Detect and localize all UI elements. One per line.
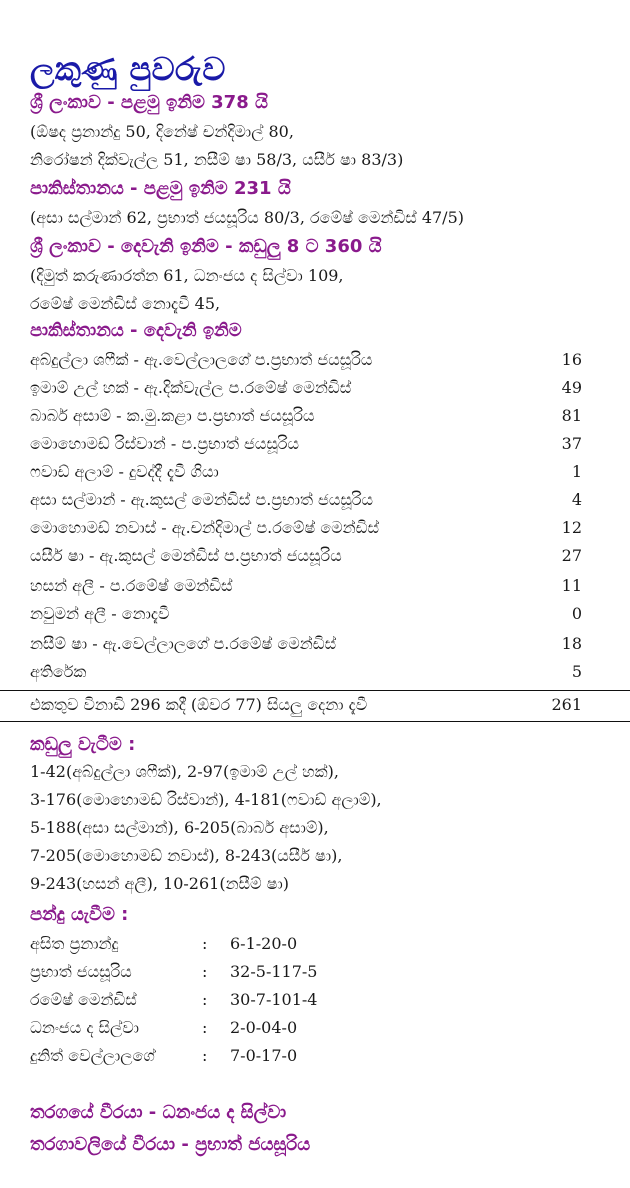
batting-row <box>30 378 582 404</box>
batting-row <box>30 518 582 544</box>
bowling-row <box>30 1018 430 1044</box>
innings1-heading: ශ්‍රී ලංකාව - පළමු ඉනිම 378 යි <box>30 92 268 113</box>
bowler-separator: : <box>202 1046 208 1065</box>
fow-line: 9-243(හසන් අලී), 10-261(නසීම් ෂා) <box>30 874 289 893</box>
bowling-row <box>30 990 430 1016</box>
batsman-runs: 81 <box>561 406 582 425</box>
man-of-series: තරගාවලියේ වීරයා - ප්‍රභාත් ජයසූරිය <box>30 1134 311 1155</box>
bowling-row <box>30 962 430 988</box>
batsman-dismissal: බාබර් අසාම් - ක.මු.කළා ප.ප්‍රභාත් ජයසූරිය <box>30 406 315 425</box>
bowler-figures: 6-1-20-0 <box>230 934 298 953</box>
batting-row <box>30 604 582 630</box>
bowler-figures: 30-7-101-4 <box>230 990 318 1009</box>
bowler-name: අසිත ප්‍රනාන්දු <box>30 934 119 953</box>
batsman-dismissal: අබ්දුල්ලා ශෆීක් - ඇ.වෙල්ලාලගේ ප.ප්‍රභාත් ජයසූරිය <box>30 350 373 369</box>
bowler-name: ධනංජය ද සිල්වා <box>30 1018 140 1037</box>
bowler-name: රමේෂ් මෙන්ඩිස් <box>30 990 137 1009</box>
bowler-name: ප්‍රභාත් ජයසූරිය <box>30 962 132 981</box>
batsman-runs: 1 <box>571 462 582 481</box>
innings2-line: (අසා සල්මාන් 62, ප්‍රභාත් ජයසූරිය 80/3, රමේෂ් මෙන්ඩිස් 47/5) <box>30 208 464 227</box>
extras-row <box>30 662 582 688</box>
batsman-runs: 27 <box>561 546 582 565</box>
batting-row <box>30 350 582 376</box>
batting-row <box>30 490 582 516</box>
total-label: එකතුව විනාඩි 296 කදී (ඕවර 77) සියලු දෙනා දැවී <box>30 695 368 714</box>
bowling-row <box>30 934 430 960</box>
extras-runs: 5 <box>571 662 582 681</box>
batsman-dismissal: නවුමන් අලී - නොදැවී <box>30 604 170 623</box>
innings4-heading: පාකිස්තානය - දෙවැනි ඉනිම <box>30 320 242 341</box>
batting-row <box>30 634 582 660</box>
batsman-runs: 12 <box>561 518 582 537</box>
total-row <box>0 690 630 722</box>
batsman-runs: 16 <box>561 350 582 369</box>
bowler-separator: : <box>202 990 208 1009</box>
fow-line: 5-188(අසා සල්මාන්), 6-205(බාබර් අසාම්), <box>30 818 329 837</box>
bowler-figures: 2-0-04-0 <box>230 1018 298 1037</box>
bowler-figures: 7-0-17-0 <box>230 1046 298 1065</box>
innings3-line: (දිමුත් කරුණාරත්න 61, ධනංජය ද සිල්වා 109, <box>30 266 344 285</box>
batting-row <box>30 434 582 460</box>
batsman-dismissal: ඉමාම් උල් හක් - ඇ.දික්වැල්ල ප.රමේෂ් මෙන්ඩිස් <box>30 378 352 397</box>
innings3-line: රමේෂ් මෙන්ඩිස් නොදැවී 45, <box>30 294 221 313</box>
page-title: ලකුණු පුවරුව <box>30 50 226 88</box>
batsman-dismissal: යසීර් ෂා - ඇ.කුසල් මෙන්ඩිස් ප.ප්‍රභාත් ජයසූරිය <box>30 546 342 565</box>
batsman-runs: 37 <box>561 434 582 453</box>
extras-label: අතිරේක <box>30 662 87 681</box>
batsman-dismissal: අසා සල්මාන් - ඇ.කුසල් මෙන්ඩිස් ප.ප්‍රභාත් ජයසූරිය <box>30 490 374 509</box>
bowler-figures: 32-5-117-5 <box>230 962 318 981</box>
batting-row <box>30 576 582 602</box>
man-of-match: තරගයේ වීරයා - ධනංජය ද සිල්වා <box>30 1102 287 1123</box>
bowler-name: දුනිත් වෙල්ලාලගේ <box>30 1046 155 1065</box>
batsman-dismissal: ෆවාඩ් අලාම් - දුවද්දී දැවී ගියා <box>30 462 219 481</box>
bowler-separator: : <box>202 962 208 981</box>
batting-row <box>30 546 582 572</box>
batsman-runs: 0 <box>571 604 582 623</box>
total-runs: 261 <box>551 695 582 714</box>
fow-line: 1-42(අබ්දුල්ලා ශෆීක්), 2-97(ඉමාම් උල් හක්), <box>30 762 340 781</box>
batsman-dismissal: හසන් අලී - ප.රමේෂ් මෙන්ඩිස් <box>30 576 233 595</box>
bowling-row <box>30 1046 430 1072</box>
innings3-heading: ශ්‍රී ලංකාව - දෙවැනි ඉනිම - කඩුලු 8 ට 360 යි <box>30 236 382 257</box>
batsman-runs: 18 <box>561 634 582 653</box>
innings1-line: (ඕෂද ප්‍රනාන්දු 50, දිනේෂ් චන්දිමාල් 80, <box>30 122 294 141</box>
batsman-dismissal: මොහොමඩ් නවාස් - ඇ.චන්දිමාල් ප.රමේෂ් මෙන්ඩිස් <box>30 518 379 537</box>
batsman-runs: 49 <box>561 378 582 397</box>
batsman-runs: 11 <box>561 576 582 595</box>
bowler-separator: : <box>202 1018 208 1037</box>
fow-line: 3-176(මොහොමඩ් රිස්වාන්), 4-181(ෆවාඩ් අලාම්), <box>30 790 382 809</box>
bowler-separator: : <box>202 934 208 953</box>
batsman-dismissal: මොහොමඩ් රිස්වාන් - ප.ප්‍රභාත් ජයසූරිය <box>30 434 300 453</box>
innings2-heading: පාකිස්තානය - පළමු ඉනිම 231 යි <box>30 178 291 199</box>
fow-line: 7-205(මොහොමඩ් නවාස්), 8-243(යසීර් ෂා), <box>30 846 343 865</box>
fow-heading: කඩුලු වැටීම : <box>30 734 136 755</box>
innings1-line: නිරෝෂන් දික්වැල්ල 51, නසීම් ෂා 58/3, යසීර් ෂා 83/3) <box>30 150 404 169</box>
batting-row <box>30 406 582 432</box>
batting-row <box>30 462 582 488</box>
batsman-dismissal: නසීම් ෂා - ඇ.වෙල්ලාලගේ ප.රමේෂ් මෙන්ඩිස් <box>30 634 337 653</box>
bowling-heading: පන්දු යැවීම : <box>30 904 129 925</box>
batsman-runs: 4 <box>571 490 582 509</box>
